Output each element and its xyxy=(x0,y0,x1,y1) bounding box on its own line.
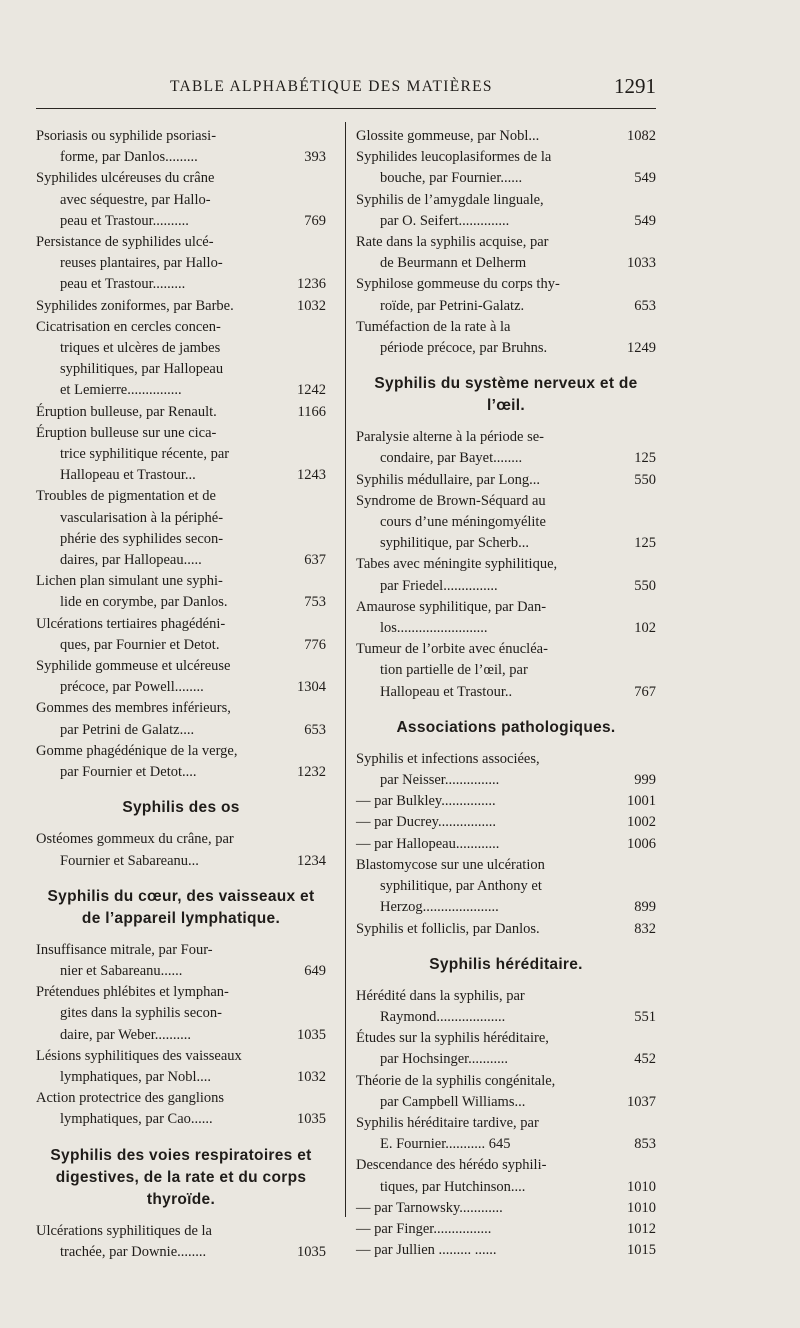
entry-line: par Friedel............... xyxy=(380,577,498,594)
entry-line: Amaurose syphilitique, par Dan- xyxy=(356,598,547,615)
entry-line: Hallopeau et Trastour... xyxy=(60,467,196,484)
index-entry xyxy=(356,491,656,555)
entry-page-number: 550 xyxy=(634,471,656,488)
entry-line: Syphilis médullaire, par Long... xyxy=(356,471,541,488)
entry-page-number: 1035 xyxy=(297,1111,326,1128)
index-entry xyxy=(36,698,326,740)
entry-page-number: 653 xyxy=(304,721,326,738)
entry-line: par Neisser............... xyxy=(380,772,500,789)
entry-line: Éruption bulleuse, par Renault. xyxy=(36,403,217,420)
entry-page-number: 1037 xyxy=(627,1093,656,1110)
entry-line: Paralysie alterne à la période se- xyxy=(356,429,545,446)
entry-line: reuses plantaires, par Hallo- xyxy=(60,255,223,272)
entry-line: Syphilides leucoplasiformes de la xyxy=(356,149,552,166)
entry-line: forme, par Danlos......... xyxy=(60,149,198,166)
entry-line: lide en corymbe, par Danlos. xyxy=(60,594,228,611)
entry-line: Fournier et Sabareanu... xyxy=(60,852,199,869)
entry-line: Psoriasis ou syphilide psoriasi- xyxy=(36,128,217,144)
index-entry xyxy=(36,402,326,423)
index-entry xyxy=(356,812,656,833)
entry-line: syphilitiques, par Hallopeau xyxy=(60,361,224,378)
entry-page-number: 549 xyxy=(634,170,656,187)
section-heading: Syphilis des os xyxy=(122,799,240,817)
index-entry xyxy=(356,470,656,491)
index-entry xyxy=(356,1219,656,1240)
index-entry xyxy=(356,1028,656,1070)
entry-page-number: 637 xyxy=(304,552,326,569)
entry-line: trice syphilitique récente, par xyxy=(60,446,230,463)
entry-line: peau et Trastour.......... xyxy=(60,212,189,229)
index-entry xyxy=(36,1046,326,1088)
entry-page-number: 1035 xyxy=(297,1243,326,1260)
entry-line: Syphilide gommeuse et ulcéreuse xyxy=(36,658,231,675)
entry-line: Syphilis et infections associées, xyxy=(356,750,540,767)
index-entry xyxy=(36,126,326,168)
entry-page-number: 1234 xyxy=(297,852,326,869)
index-entry xyxy=(356,232,656,274)
left-column xyxy=(36,126,326,1263)
entry-line: Lésions syphilitiques des vaisseaux xyxy=(36,1047,242,1064)
entry-page-number: 653 xyxy=(634,297,656,314)
entry-line: phérie des syphilides secon- xyxy=(60,530,224,547)
page-header xyxy=(36,72,656,102)
entry-page-number: 753 xyxy=(304,594,326,611)
entry-line: E. Fournier........... 645 xyxy=(380,1136,511,1153)
entry-line: — par Jullien ......... ...... xyxy=(356,1242,497,1259)
entry-page-number: 767 xyxy=(634,683,656,700)
entry-line: peau et Trastour......... xyxy=(60,276,186,293)
entry-page-number: 1010 xyxy=(627,1178,656,1195)
entry-line: Syphilose gommeuse du corps thy- xyxy=(356,276,560,293)
entry-page-number: 1032 xyxy=(297,297,326,314)
entry-line: Action protectrice des ganglions xyxy=(36,1090,225,1107)
index-entry xyxy=(356,554,656,596)
header-rule xyxy=(36,108,656,109)
entry-line: par Hochsinger........... xyxy=(380,1051,509,1068)
entry-line: Ulcérations tertiaires phagédéni- xyxy=(36,615,226,632)
entry-line: Syphilis de l’amygdale linguale, xyxy=(356,191,544,208)
entry-page-number: 769 xyxy=(304,212,326,229)
entry-line: — par Hallopeau............ xyxy=(356,835,500,852)
index-entry xyxy=(356,919,656,940)
index-entry xyxy=(356,639,656,703)
entry-page-number: 125 xyxy=(634,535,656,552)
entry-line: tiques, par Hutchinson.... xyxy=(380,1178,526,1195)
entry-line: daires, par Hallopeau..... xyxy=(60,552,202,569)
entry-line: Gomme phagédénique de la verge, xyxy=(36,742,238,759)
entry-line: los......................... xyxy=(380,620,488,637)
entry-page-number: 549 xyxy=(634,212,656,229)
entry-line: daire, par Weber.......... xyxy=(60,1026,192,1043)
entry-line: Syphilis héréditaire tardive, par xyxy=(356,1114,539,1131)
index-entry xyxy=(356,1198,656,1219)
entry-line: Insuffisance mitrale, par Four- xyxy=(36,941,213,958)
entry-line: tion partielle de l’œil, par xyxy=(380,662,528,679)
entry-line: Ostéomes gommeux du crâne, par xyxy=(36,831,234,848)
entry-page-number: 1304 xyxy=(297,679,326,696)
index-entry xyxy=(36,317,326,402)
entry-page-number: 1249 xyxy=(627,340,656,357)
entry-line: Syndrome de Brown-Séquard au xyxy=(356,492,546,509)
entry-line: — par Tarnowsky............ xyxy=(356,1199,503,1216)
entry-line: Lichen plan simulant une syphi- xyxy=(36,573,223,590)
entry-line: Tumeur de l’orbite avec énucléa- xyxy=(356,641,548,658)
entry-page-number: 649 xyxy=(304,962,326,979)
entry-line: Gommes des membres inférieurs, xyxy=(36,700,231,717)
entry-line: Théorie de la syphilis congénitale, xyxy=(356,1072,556,1089)
index-entry xyxy=(356,791,656,812)
index-entry xyxy=(356,597,656,639)
entry-page-number: 999 xyxy=(634,772,656,789)
entry-line: Études sur la syphilis héréditaire, xyxy=(356,1030,549,1047)
index-entry xyxy=(36,571,326,613)
index-entry xyxy=(356,1240,656,1261)
entry-line: Raymond................... xyxy=(380,1008,506,1025)
section-heading: Associations pathologiques. xyxy=(396,718,616,736)
entry-page-number: 1166 xyxy=(297,403,326,420)
entry-line: — par Bulkley............... xyxy=(356,793,496,810)
index-entry xyxy=(356,749,656,791)
entry-line: Persistance de syphilides ulcé- xyxy=(36,234,214,251)
entry-line: et Lemierre............... xyxy=(60,382,182,399)
entry-line: Hallopeau et Trastour.. xyxy=(380,683,513,700)
entry-page-number: 1232 xyxy=(297,764,326,781)
entry-page-number: 551 xyxy=(634,1008,656,1025)
index-entry xyxy=(36,741,326,783)
index-entry xyxy=(356,986,656,1028)
entry-line: Syphilides ulcéreuses du crâne xyxy=(36,170,215,187)
entry-line: Hérédité dans la syphilis, par xyxy=(356,987,525,1004)
index-entry xyxy=(356,317,656,359)
entry-line: Syphilides zoniformes, par Barbe. xyxy=(36,297,234,314)
index-entry xyxy=(356,834,656,855)
index-entry xyxy=(36,486,326,571)
entry-line: nier et Sabareanu...... xyxy=(60,962,183,979)
entry-page-number: 125 xyxy=(634,450,656,467)
entry-page-number: 1006 xyxy=(627,835,656,852)
entry-line: trachée, par Downie........ xyxy=(60,1243,207,1260)
right-column xyxy=(356,126,656,1261)
entry-page-number: 1242 xyxy=(297,382,326,399)
entry-page-number: 393 xyxy=(304,149,326,166)
index-entry xyxy=(36,1221,326,1263)
entry-line: par Fournier et Detot.... xyxy=(60,764,197,781)
index-entry xyxy=(36,829,326,871)
entry-line: Glossite gommeuse, par Nobl... xyxy=(356,128,540,144)
index-entry xyxy=(36,168,326,232)
entry-line: triques et ulcères de jambes xyxy=(60,340,221,357)
entry-page-number: 1082 xyxy=(627,128,656,144)
index-entry xyxy=(356,1113,656,1155)
index-entry xyxy=(36,656,326,698)
entry-page-number: 1243 xyxy=(297,467,326,484)
index-entry xyxy=(356,126,656,147)
section-heading: Syphilis des voies respiratoires et digestives, de la rate et du corps thyroïde. xyxy=(50,1146,312,1208)
entry-line: lymphatiques, par Cao...... xyxy=(60,1111,213,1128)
entry-line: par O. Seifert.............. xyxy=(380,212,510,229)
column-divider xyxy=(345,122,346,1217)
page-number: 1291 xyxy=(614,74,656,98)
section-heading: Syphilis du système nerveux et de l’œil. xyxy=(374,375,638,415)
entry-line: cours d’une méningomyélite xyxy=(380,514,546,531)
running-title: TABLE ALPHABÉTIQUE DES MATIÈRES xyxy=(170,78,493,95)
index-entry xyxy=(36,614,326,656)
index-entry xyxy=(356,190,656,232)
entry-page-number: 776 xyxy=(304,636,326,653)
index-entry xyxy=(36,296,326,317)
entry-line: avec séquestre, par Hallo- xyxy=(60,191,211,208)
entry-line: syphilitique, par Anthony et xyxy=(380,878,542,895)
entry-line: lymphatiques, par Nobl.... xyxy=(60,1068,212,1085)
entry-line: Tuméfaction de la rate à la xyxy=(356,318,511,335)
entry-page-number: 1015 xyxy=(627,1242,656,1259)
index-entry xyxy=(356,1071,656,1113)
entry-page-number: 452 xyxy=(634,1051,656,1068)
index-entry xyxy=(356,427,656,469)
entry-line: gites dans la syphilis secon- xyxy=(60,1005,222,1022)
index-entry xyxy=(356,855,656,919)
entry-page-number: 1002 xyxy=(627,814,656,831)
entry-page-number: 1032 xyxy=(297,1068,326,1085)
index-entry xyxy=(36,982,326,1046)
entry-line: de Beurmann et Delherm xyxy=(380,255,527,272)
entry-line: vascularisation à la périphé- xyxy=(60,509,224,526)
entry-page-number: 1236 xyxy=(297,276,326,293)
entry-line: Syphilis et folliclis, par Danlos. xyxy=(356,920,540,937)
index-entry xyxy=(36,1088,326,1130)
entry-line: — par Ducrey................ xyxy=(356,814,496,831)
entry-page-number: 853 xyxy=(634,1136,656,1153)
entry-line: syphilitique, par Scherb... xyxy=(380,535,530,552)
entry-line: Descendance des hérédo syphili- xyxy=(356,1157,547,1174)
entry-page-number: 832 xyxy=(634,920,656,937)
entry-line: Éruption bulleuse sur une cica- xyxy=(36,424,217,441)
entry-page-number: 1033 xyxy=(627,255,656,272)
entry-line: Cicatrisation en cercles concen- xyxy=(36,318,221,335)
section-heading: Syphilis du cœur, des vaisseaux et de l’appareil lymphatique. xyxy=(47,887,315,927)
entry-page-number: 102 xyxy=(634,620,656,637)
entry-page-number: 1035 xyxy=(297,1026,326,1043)
entry-line: Prétendues phlébites et lymphan- xyxy=(36,984,229,1001)
entry-page-number: 1012 xyxy=(627,1220,656,1237)
entry-line: par Petrini de Galatz.... xyxy=(60,721,195,738)
entry-line: bouche, par Fournier...... xyxy=(380,170,523,187)
entry-page-number: 1001 xyxy=(627,793,656,810)
entry-line: précoce, par Powell........ xyxy=(60,679,204,696)
index-entry xyxy=(36,232,326,296)
index-entry xyxy=(36,423,326,487)
index-entry xyxy=(356,1155,656,1197)
entry-line: Tabes avec méningite syphilitique, xyxy=(356,556,558,573)
index-entry xyxy=(36,940,326,982)
entry-page-number: 899 xyxy=(634,899,656,916)
entry-page-number: 550 xyxy=(634,577,656,594)
entry-line: Blastomycose sur une ulcération xyxy=(356,856,545,873)
section-heading: Syphilis héréditaire. xyxy=(429,955,583,973)
entry-line: condaire, par Bayet........ xyxy=(380,450,523,467)
entry-line: — par Finger................ xyxy=(356,1220,492,1237)
entry-line: Herzog..................... xyxy=(380,899,499,916)
entry-line: Troubles de pigmentation et de xyxy=(36,488,216,505)
entry-line: par Campbell Williams... xyxy=(380,1093,526,1110)
entry-line: Rate dans la syphilis acquise, par xyxy=(356,234,549,251)
index-entry xyxy=(356,147,656,189)
entry-line: roïde, par Petrini-Galatz. xyxy=(380,297,525,314)
entry-line: période précoce, par Bruhns. xyxy=(380,340,548,357)
entry-page-number: 1010 xyxy=(627,1199,656,1216)
entry-line: ques, par Fournier et Detot. xyxy=(60,636,220,653)
index-entry xyxy=(356,274,656,316)
entry-line: Ulcérations syphilitiques de la xyxy=(36,1222,212,1239)
